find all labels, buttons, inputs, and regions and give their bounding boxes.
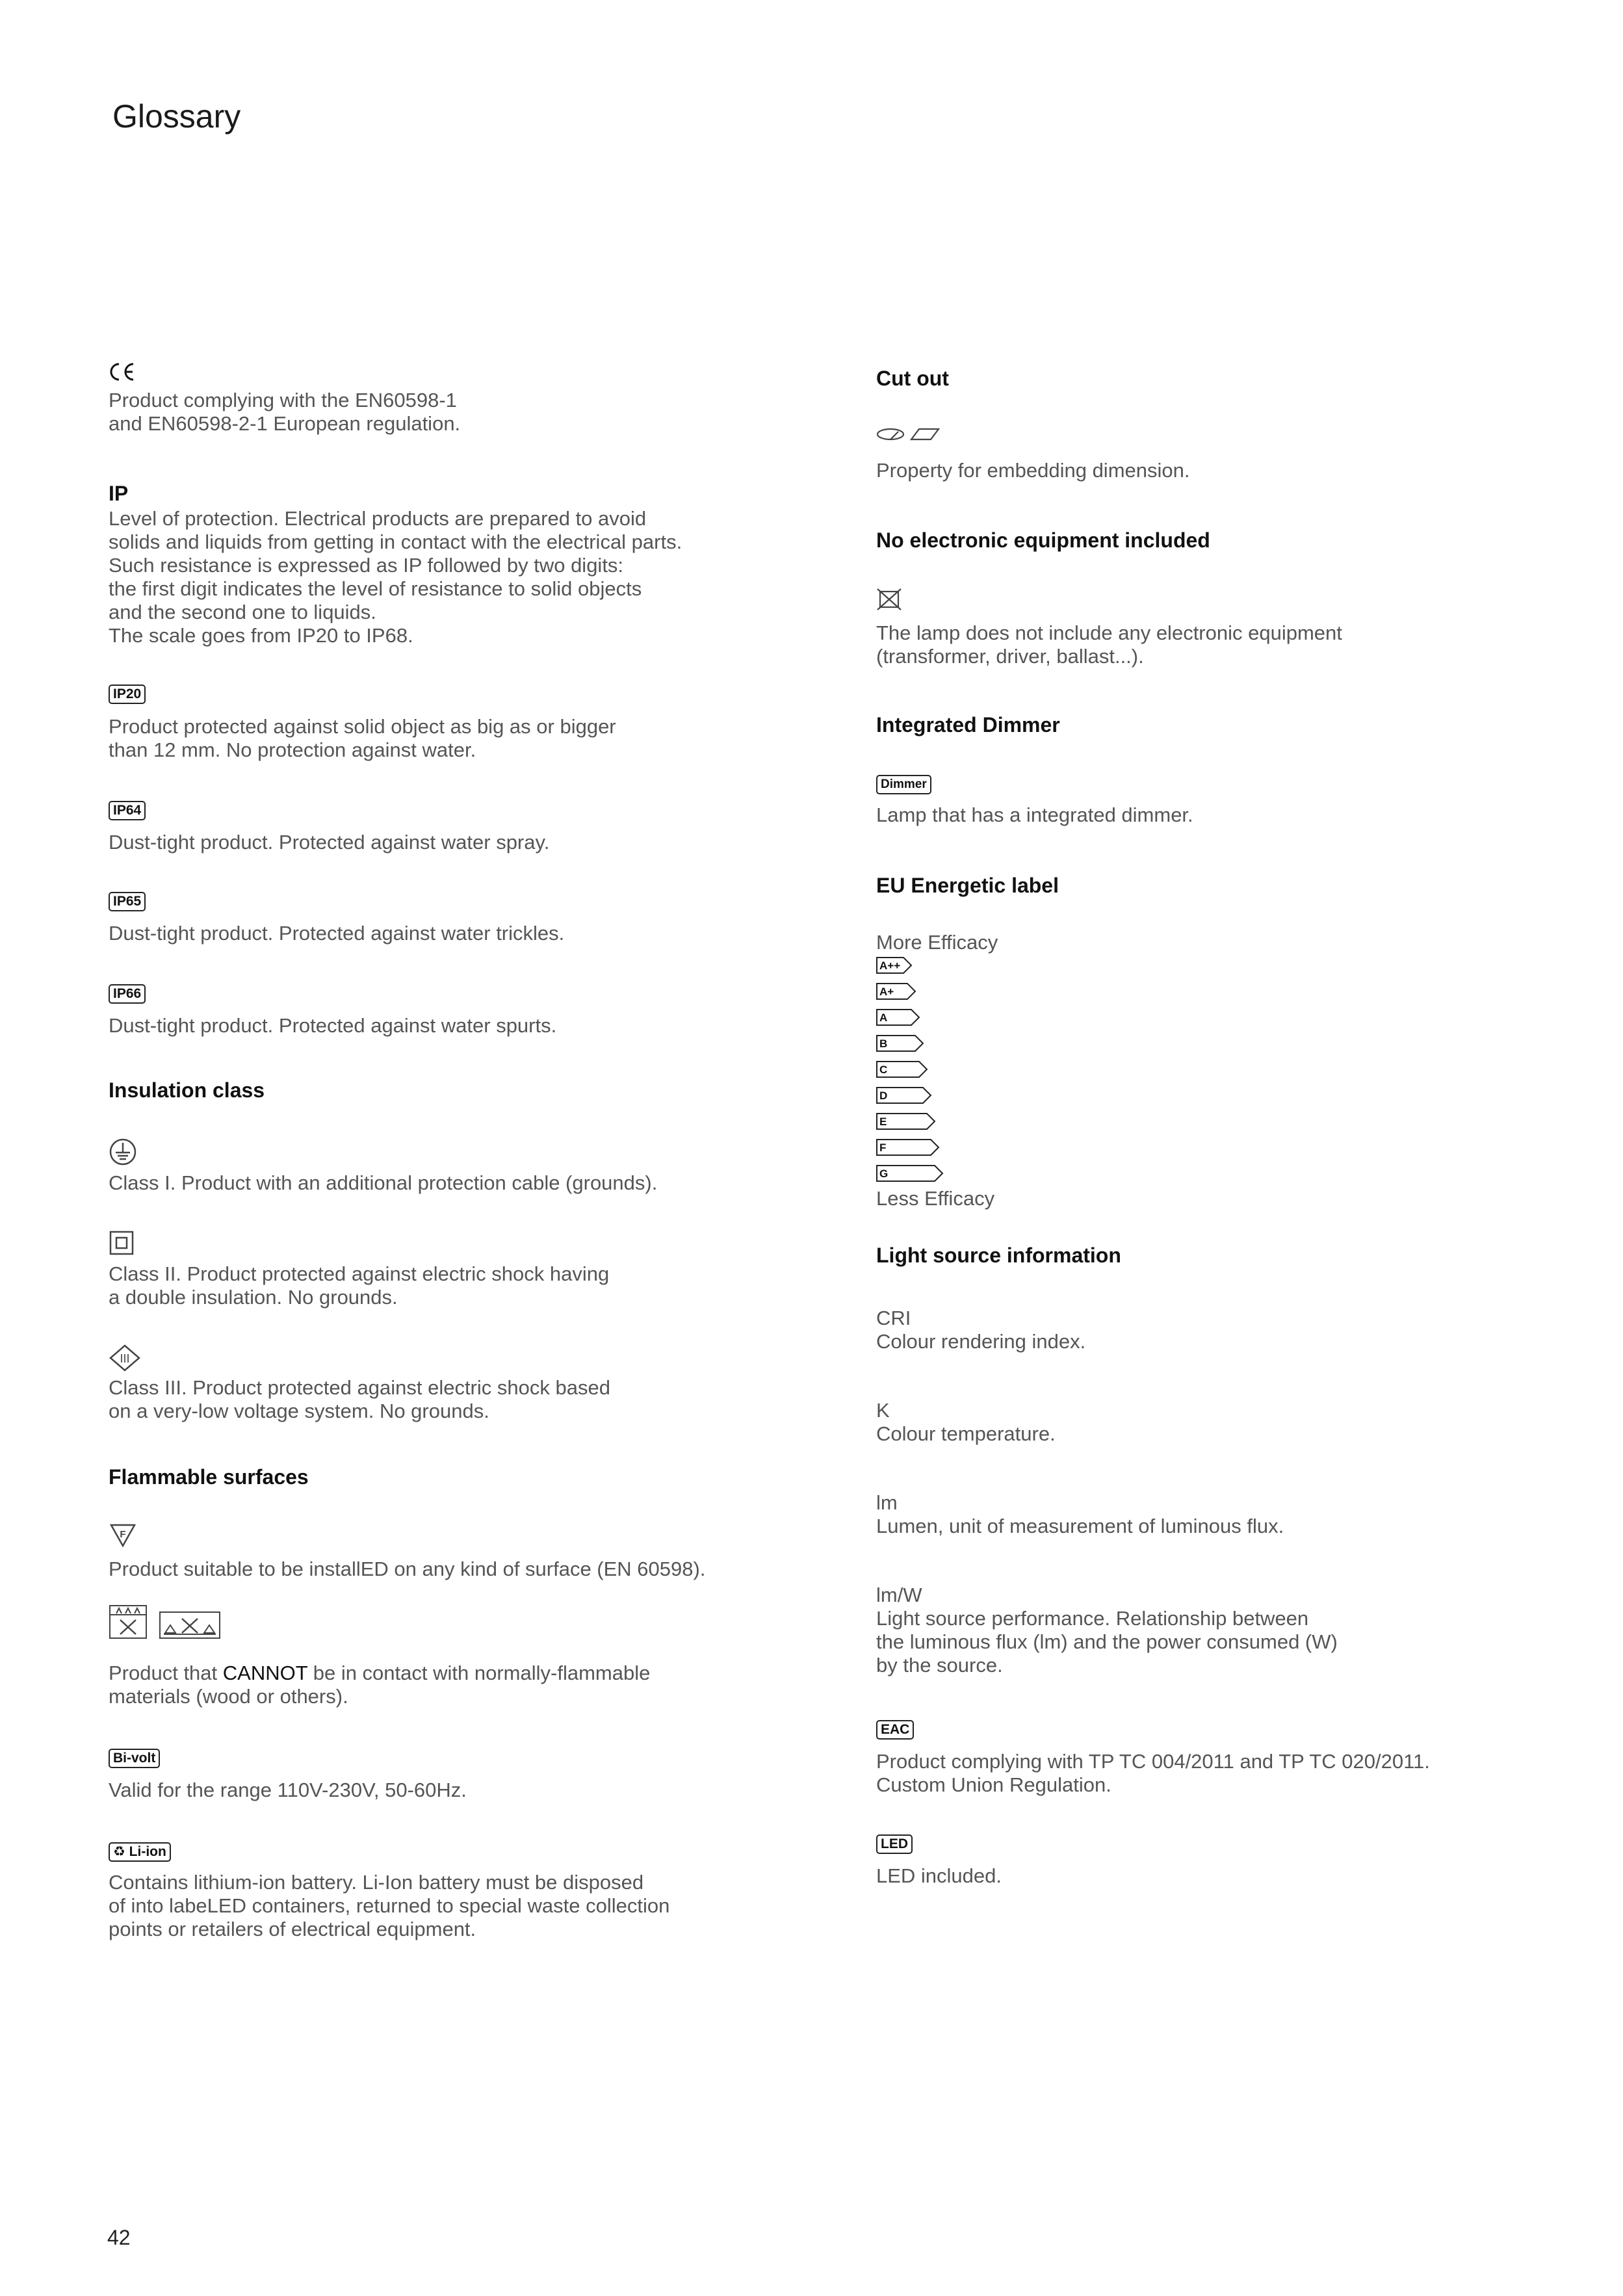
energy-class-label: G [879, 1168, 889, 1180]
ip20-description: Product protected against solid object as big as or bigger than 12 mm. No protection against water. [109, 715, 616, 761]
energy-class-label: A+ [879, 985, 894, 998]
flammable-suitable-description: Product suitable to be installED on any kind of surface (EN 60598). [109, 1558, 706, 1580]
page-title: Glossary [112, 98, 241, 135]
energy-class-b [876, 1035, 924, 1049]
cutout-heading: Cut out [876, 367, 949, 390]
bivolt-badge: Bi-volt [109, 1749, 160, 1768]
energy-class-label: E [879, 1115, 887, 1128]
not-flammable-icon-2 [159, 1611, 221, 1643]
energy-class-label: A [879, 1011, 888, 1024]
liion-badge: ♻ Li-ion [109, 1842, 171, 1862]
class3-icon [109, 1344, 141, 1376]
led-badge: LED [876, 1834, 913, 1854]
energy-class-aplusplus [876, 957, 913, 971]
ip64-description: Dust-tight product. Protected against water spray. [109, 831, 550, 854]
bivolt-description: Valid for the range 110V-230V, 50-60Hz. [109, 1779, 467, 1801]
ip-heading: IP [109, 482, 129, 505]
energy-class-e [876, 1113, 936, 1127]
ip65-badge: IP65 [109, 892, 146, 911]
no-electronic-icon [876, 588, 902, 614]
noelectronic-description: The lamp does not include any electronic equipment (transformer, driver, ballast...). [876, 621, 1342, 668]
insulation-heading: Insulation class [109, 1078, 265, 1102]
double-insulation-icon [109, 1230, 135, 1259]
dimmer-description: Lamp that has a integrated dimmer. [876, 803, 1193, 826]
energy-class-label: D [879, 1089, 888, 1102]
ce-icon [109, 361, 137, 386]
ip-description: Level of protection. Electrical products are prepared to avoid solids and liquids from getting in contact with the electrical parts. Such resistance is expressed as IP followed by two digits: the first digit indicates the level of resistance to solid objects and the second one to liquids. The scale goes from IP20 to IP68. [109, 507, 682, 647]
class1-description: Class I. Product with an additional protection cable (grounds). [109, 1171, 658, 1194]
class3-description: Class III. Product protected against electric shock based on a very-low voltage system. No grounds. [109, 1376, 610, 1422]
k-entry: K Colour temperature. [876, 1399, 1056, 1445]
noelectronic-heading: No electronic equipment included [876, 528, 1210, 552]
ip65-description: Dust-tight product. Protected against water trickles. [109, 922, 565, 945]
cri-entry: CRI Colour rendering index. [876, 1307, 1086, 1353]
class2-description: Class II. Product protected against electric shock having a double insulation. No grounds. [109, 1262, 610, 1309]
ip20-badge: IP20 [109, 685, 146, 704]
energy-class-f [876, 1139, 940, 1153]
lmw-entry: lm/W Light source performance. Relationship between the luminous flux (lm) and the power consumed (W) by the source. [876, 1584, 1338, 1676]
ip66-badge: IP66 [109, 984, 146, 1004]
ip66-description: Dust-tight product. Protected against water spurts. [109, 1014, 557, 1037]
energy-heading: EU Energetic label [876, 874, 1059, 897]
cutout-description: Property for embedding dimension. [876, 459, 1190, 482]
ce-description: Product complying with the EN60598-1 and EN60598-2-1 European regulation. [109, 389, 461, 435]
energy-more-efficacy: More Efficacy [876, 931, 998, 954]
liion-description: Contains lithium-ion battery. Li-Ion battery must be disposed of into labeLED containers, returned to special waste collection points or retailers of electrical equipment. [109, 1871, 670, 1940]
recycle-icon: ♻ [113, 1844, 125, 1859]
flammable-heading: Flammable surfaces [109, 1465, 309, 1489]
lightsource-heading: Light source information [876, 1244, 1121, 1267]
energy-class-g [876, 1165, 944, 1179]
flammable-surface-icon [109, 1522, 137, 1552]
ground-icon [109, 1138, 137, 1169]
page-number: 42 [107, 2226, 131, 2249]
class3-icon-label: III [120, 1352, 130, 1365]
eac-badge: EAC [876, 1720, 914, 1740]
cutout-icon [876, 425, 941, 447]
lm-entry: lm Lumen, unit of measurement of luminous flux. [876, 1491, 1284, 1537]
energy-class-c [876, 1061, 928, 1075]
dimmer-heading: Integrated Dimmer [876, 713, 1060, 737]
energy-less-efficacy: Less Efficacy [876, 1187, 995, 1210]
energy-class-d [876, 1087, 932, 1101]
ip64-badge: IP64 [109, 801, 146, 820]
not-flammable-icon [109, 1604, 148, 1643]
eac-description: Product complying with TP TC 004/2011 and TP TC 020/2011. Custom Union Regulation. [876, 1750, 1430, 1796]
energy-class-aplus [876, 983, 916, 997]
flammable-cannot-description: Product that CANNOT be in contact with normally-flammable materials (wood or others). [109, 1662, 651, 1708]
flammable-surface-icon-label: F [120, 1529, 126, 1540]
energy-class-label: F [879, 1141, 887, 1154]
energy-class-label: C [879, 1063, 888, 1076]
led-description: LED included. [876, 1864, 1002, 1887]
energy-class-a [876, 1009, 920, 1023]
energy-class-label: A++ [879, 959, 901, 972]
dimmer-badge: Dimmer [876, 775, 931, 794]
energy-class-label: B [879, 1037, 888, 1050]
